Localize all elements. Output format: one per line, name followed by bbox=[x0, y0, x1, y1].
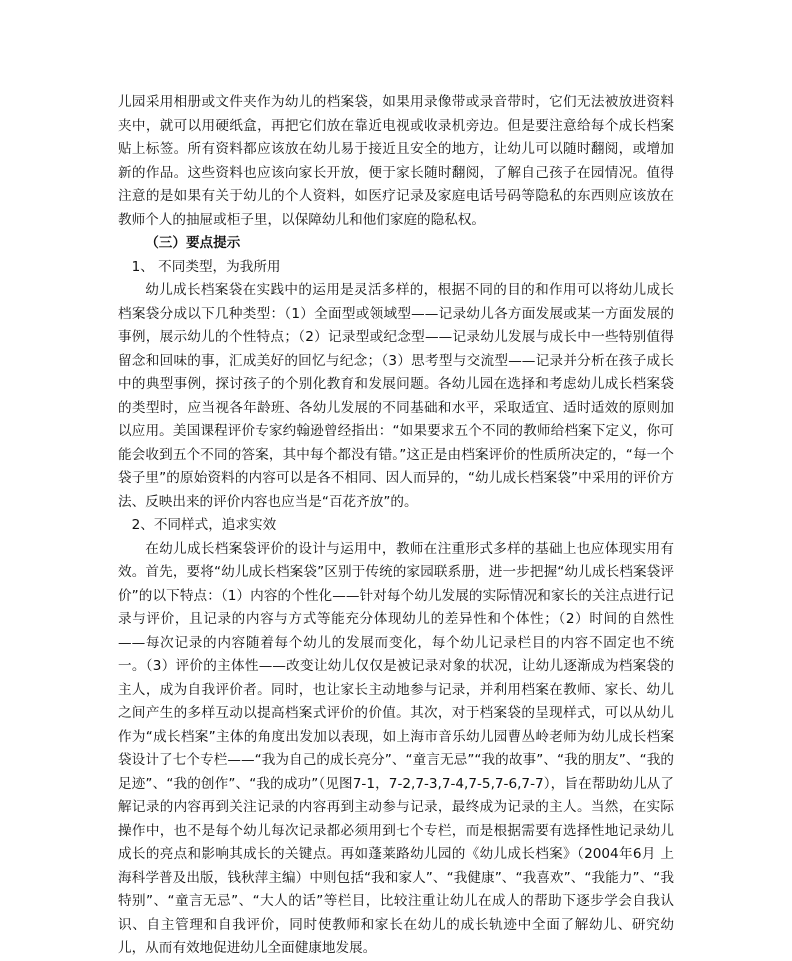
paragraph-archive-types: 幼儿成长档案袋在实践中的运用是灵活多样的，根据不同的目的和作用可以将幼儿成长档案袋分成以下几种类型：（1）全面型或领域型——记录幼儿各方面发展或某一方面发展的事例，展示幼儿的个性特点；（2）记录型或纪念型——记录幼儿发展与成长中一些特别值得留念和回味的事，汇成美好的回忆与纪念；（3）思考型与交流型——记录并分析在孩子成长中的典型事例，探讨孩子的个别化教育和发展问题。各幼儿园在选择和考虑幼儿成长档案袋的类型时，应当视各年龄班、各幼儿发展的不同基础和水平，采取适宜、适时适效的原则加以应用。美国课程评价专家约翰逊曾经指出：“如果要求五个不同的教师给档案下定义，你可能会收到五个不同的答案，其中每个都没有错。”这正是由档案评价的性质所决定的，“每一个袋子里”的原始资料的内容可以是各不相同、因人而异的，“幼儿成长档案袋”中采用的评价方法、反映出来的评价内容也应当是“百花齐放”的。 bbox=[118, 282, 674, 510]
subheading-different-styles: 2、不同样式，追求实效 bbox=[131, 517, 277, 533]
paragraph-archive-styles: 在幼儿成长档案袋评价的设计与运用中，教师在注重形式多样的基础上也应体现实用有效。首先，要将“幼儿成长档案袋”区别于传统的家园联系册，进一步把握“幼儿成长档案袋评价”的以下特点：（1）内容的个性化——针对每个幼儿发展的实际情况和家长的关注点进行记录与评价，且记录的内容与方式等能充分体现幼儿的差异性和个体性；（2）时间的自然性——每次记录的内容随着每个幼儿的发展而变化，每个幼儿记录栏目的内容不固定也不统一。（3）评价的主体性——改变让幼儿仅仅是被记录对象的状况，让幼儿逐渐成为档案袋的主人，成为自我评价者。同时，也让家长主动地参与记录，并利用档案在教师、家长、幼儿之间产生的多样互动以提高档案式评价的价值。其次，对于档案袋的呈现样式，可以从幼儿作为“成长档案”主体的角度出发加以表现，如上海市音乐幼儿园曹丛岭老师为幼儿成长档案袋设计了七个专栏——“我为自己的成长亮分”、“童言无忌”“我的故事”、“我的朋友”、“我的足迹”、“我的创作”、“我的成功”（见图7-1，7-2,7-3,7-4,7-5,7-6,7-7），旨在帮助幼儿从了解记录的内容再到关注记录的内容再到主动参与记录，最终成为记录的主人。当然，在实际操作中，也不是每个幼儿每次记录都必须用到七个专栏，而是根据需要有选择性地记录幼儿成长的亮点和影响其成长的关键点。再如蓬莱路幼儿园的《幼儿成长档案》（2004年6月 上海科学普及出版，钱秋萍主编）中则包括“我和家人”、“我健康”、“我喜欢”、“我能力”、“我特别”、“童言无忌”、“大人的话”等栏目，比较注重让幼儿在成人的帮助下逐步学会自我认识、自主管理和自我评价，同时使教师和家长在幼儿的成长轨迹中全面了解幼儿、研究幼儿，从而有效地促进幼儿全面健康地发展。 bbox=[118, 540, 674, 956]
subheading-different-types: 1、 不同类型，为我所用 bbox=[131, 258, 281, 275]
document-page bbox=[118, 91, 674, 961]
section-heading-key-points: （三）要点提示 bbox=[145, 235, 241, 251]
paragraph-archive-storage: 儿园采用相册或文件夹作为幼儿的档案袋，如果用录像带或录音带时，它们无法被放进资料夹中，就可以用硬纸盒，再把它们放在靠近电视或收录机旁边。但是要注意给每个成长档案贴上标签。所有资料都应该放在幼儿易于接近且安全的地方，让幼儿可以随时翻阅，或增加新的作品。这些资料也应该向家长开放，便于家长随时翻阅，了解自己孩子在园情况。值得注意的是如果有关于幼儿的个人资料，如医疗记录及家庭电话号码等隐私的东西则应该放在教师个人的抽屉或柜子里，以保障幼儿和他们家庭的隐私权。 bbox=[118, 94, 674, 228]
